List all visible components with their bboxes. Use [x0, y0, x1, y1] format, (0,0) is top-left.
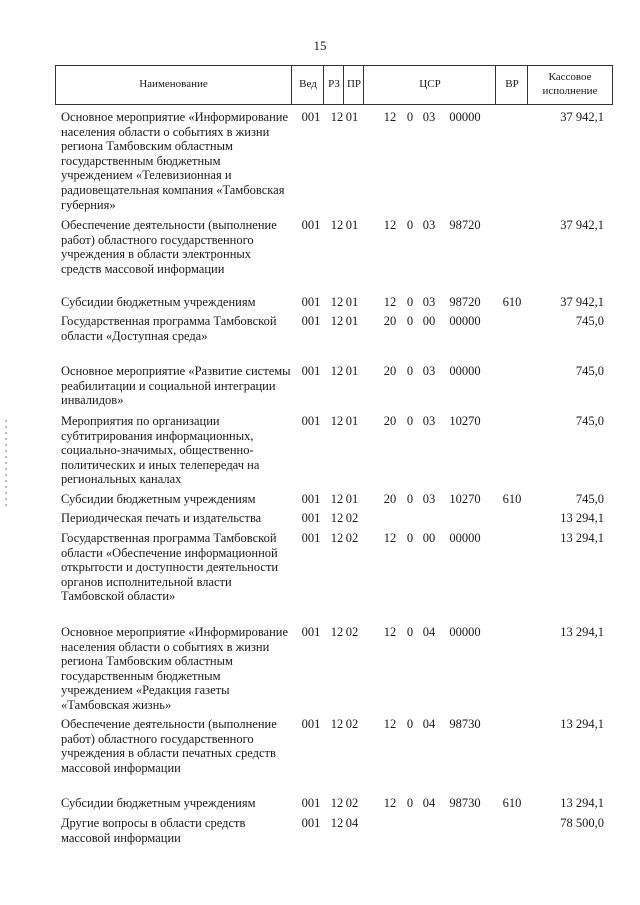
- row-name: Государственная программа Тамбовской области «Обеспечение информационной открытости и доступности деятельности органов исполнительной власти Тамбовской области»: [61, 531, 279, 604]
- row-amount: 13 294,1: [560, 796, 604, 810]
- header-pr: ПР: [343, 66, 364, 104]
- row-name: Мероприятия по организации субтитрирования информационных, социально-значимых, общественно-политических и иных телепередач на региональных каналах: [61, 414, 260, 487]
- row-csr-program: 20: [383, 364, 397, 378]
- row-csr-program: 12: [383, 625, 397, 639]
- header-vr: ВР: [495, 66, 528, 104]
- row-csr-event: 04: [422, 796, 436, 810]
- row-pr: 02: [345, 717, 359, 731]
- row-csr-program: 12: [383, 717, 397, 731]
- row-csr-direction: 00000: [449, 364, 481, 378]
- row-csr-subprogram: 0: [406, 314, 414, 328]
- row-ved: 001: [301, 414, 321, 428]
- row-ved: 001: [301, 796, 321, 810]
- row-rz: 12: [330, 314, 344, 328]
- row-rz: 12: [330, 796, 344, 810]
- row-pr: 01: [345, 414, 359, 428]
- row-amount: 13 294,1: [560, 511, 604, 525]
- row-csr-program: 20: [383, 492, 397, 506]
- row-name: Субсидии бюджетным учреждениям: [61, 796, 256, 810]
- row-pr: 01: [345, 295, 359, 309]
- row-csr-direction: 98720: [449, 295, 481, 309]
- row-ved: 001: [301, 110, 321, 124]
- row-csr-direction: 10270: [449, 492, 481, 506]
- row-ved: 001: [301, 816, 321, 830]
- row-rz: 12: [330, 531, 344, 545]
- scan-margin-mark: [5, 420, 7, 510]
- row-amount: 78 500,0: [560, 816, 604, 830]
- row-amount: 745,0: [575, 414, 604, 428]
- row-name: Основное мероприятие «Информирование населения области о событиях в жизни региона Тамбовским областным государственным бюджетным учреждением «Редакция газеты «Тамбовская жизнь»: [61, 625, 289, 712]
- row-csr-event: 03: [422, 295, 436, 309]
- row-amount: 745,0: [575, 364, 604, 378]
- row-rz: 12: [330, 717, 344, 731]
- header-rz: РЗ: [323, 66, 344, 104]
- row-amount: 37 942,1: [560, 218, 604, 232]
- header-amount: Кассовое исполнение: [527, 66, 612, 104]
- row-name: Обеспечение деятельности (выполнение работ) областного государственного учреждения в области электронных средств массовой информации: [61, 218, 277, 276]
- row-pr: 01: [345, 110, 359, 124]
- row-csr-program: 12: [383, 218, 397, 232]
- row-pr: 01: [345, 492, 359, 506]
- row-name: Периодическая печать и издательства: [61, 511, 262, 525]
- row-csr-direction: 00000: [449, 531, 481, 545]
- row-csr-subprogram: 0: [406, 364, 414, 378]
- row-csr-direction: 00000: [449, 110, 481, 124]
- row-csr-subprogram: 0: [406, 414, 414, 428]
- row-rz: 12: [330, 492, 344, 506]
- row-amount: 745,0: [575, 492, 604, 506]
- row-rz: 12: [330, 511, 344, 525]
- row-csr-event: 03: [422, 218, 436, 232]
- row-pr: 02: [345, 511, 359, 525]
- row-csr-subprogram: 0: [406, 717, 414, 731]
- row-amount: 13 294,1: [560, 625, 604, 639]
- row-ved: 001: [301, 218, 321, 232]
- table-header: [55, 65, 613, 105]
- row-csr-program: 12: [383, 531, 397, 545]
- row-csr-direction: 98720: [449, 218, 481, 232]
- row-name: Субсидии бюджетным учреждениям: [61, 492, 256, 506]
- row-csr-subprogram: 0: [406, 110, 414, 124]
- row-csr-event: 03: [422, 110, 436, 124]
- page-number: 15: [313, 38, 327, 53]
- row-amount: 13 294,1: [560, 531, 604, 545]
- row-pr: 01: [345, 314, 359, 328]
- row-csr-program: 12: [383, 295, 397, 309]
- row-rz: 12: [330, 625, 344, 639]
- header-name: Наименование: [139, 78, 208, 91]
- row-csr-event: 03: [422, 414, 436, 428]
- row-rz: 12: [330, 295, 344, 309]
- row-csr-subprogram: 0: [406, 796, 414, 810]
- row-csr-direction: 98730: [449, 796, 481, 810]
- row-name: Обеспечение деятельности (выполнение работ) областного государственного учреждения в области печатных средств массовой информации: [61, 717, 277, 775]
- row-csr-direction: 98730: [449, 717, 481, 731]
- row-csr-event: 04: [422, 625, 436, 639]
- row-ved: 001: [301, 625, 321, 639]
- row-ved: 001: [301, 531, 321, 545]
- row-rz: 12: [330, 816, 344, 830]
- row-ved: 001: [301, 492, 321, 506]
- row-pr: 01: [345, 364, 359, 378]
- row-pr: 01: [345, 218, 359, 232]
- row-rz: 12: [330, 218, 344, 232]
- row-csr-direction: 00000: [449, 314, 481, 328]
- row-pr: 04: [345, 816, 359, 830]
- row-csr-subprogram: 0: [406, 295, 414, 309]
- row-amount: 745,0: [575, 314, 604, 328]
- row-name: Основное мероприятие «Информирование населения области о событиях в жизни региона Тамбовским областным государственным бюджетным учреждением «Телевизионная и радиовещательная компания «Тамбовская губерния»: [61, 110, 289, 212]
- row-rz: 12: [330, 110, 344, 124]
- row-vr: 610: [502, 796, 522, 810]
- row-ved: 001: [301, 511, 321, 525]
- row-vr: 610: [502, 492, 522, 506]
- row-csr-event: 03: [422, 364, 436, 378]
- row-amount: 37 942,1: [560, 110, 604, 124]
- row-amount: 37 942,1: [560, 295, 604, 309]
- row-ved: 001: [301, 314, 321, 328]
- row-csr-program: 20: [383, 314, 397, 328]
- row-ved: 001: [301, 295, 321, 309]
- row-csr-event: 00: [422, 531, 436, 545]
- row-name: Государственная программа Тамбовской области «Доступная среда»: [61, 314, 277, 343]
- header-csr: ЦСР: [363, 66, 496, 104]
- row-csr-program: 12: [383, 796, 397, 810]
- row-vr: 610: [502, 295, 522, 309]
- row-amount: 13 294,1: [560, 717, 604, 731]
- row-csr-direction: 10270: [449, 414, 481, 428]
- row-rz: 12: [330, 414, 344, 428]
- row-csr-event: 03: [422, 492, 436, 506]
- row-csr-event: 04: [422, 717, 436, 731]
- row-pr: 02: [345, 796, 359, 810]
- row-csr-subprogram: 0: [406, 218, 414, 232]
- row-name: Другие вопросы в области средств массовой информации: [61, 816, 246, 845]
- header-ved: Вед: [291, 66, 324, 104]
- row-csr-subprogram: 0: [406, 531, 414, 545]
- row-rz: 12: [330, 364, 344, 378]
- row-ved: 001: [301, 717, 321, 731]
- row-csr-direction: 00000: [449, 625, 481, 639]
- row-csr-program: 12: [383, 110, 397, 124]
- row-ved: 001: [301, 364, 321, 378]
- row-csr-program: 20: [383, 414, 397, 428]
- row-name: Субсидии бюджетным учреждениям: [61, 295, 256, 309]
- row-csr-event: 00: [422, 314, 436, 328]
- row-pr: 02: [345, 531, 359, 545]
- row-csr-subprogram: 0: [406, 625, 414, 639]
- row-pr: 02: [345, 625, 359, 639]
- row-csr-subprogram: 0: [406, 492, 414, 506]
- row-name: Основное мероприятие «Развитие системы реабилитации и социальной интеграции инвалидов»: [61, 364, 291, 408]
